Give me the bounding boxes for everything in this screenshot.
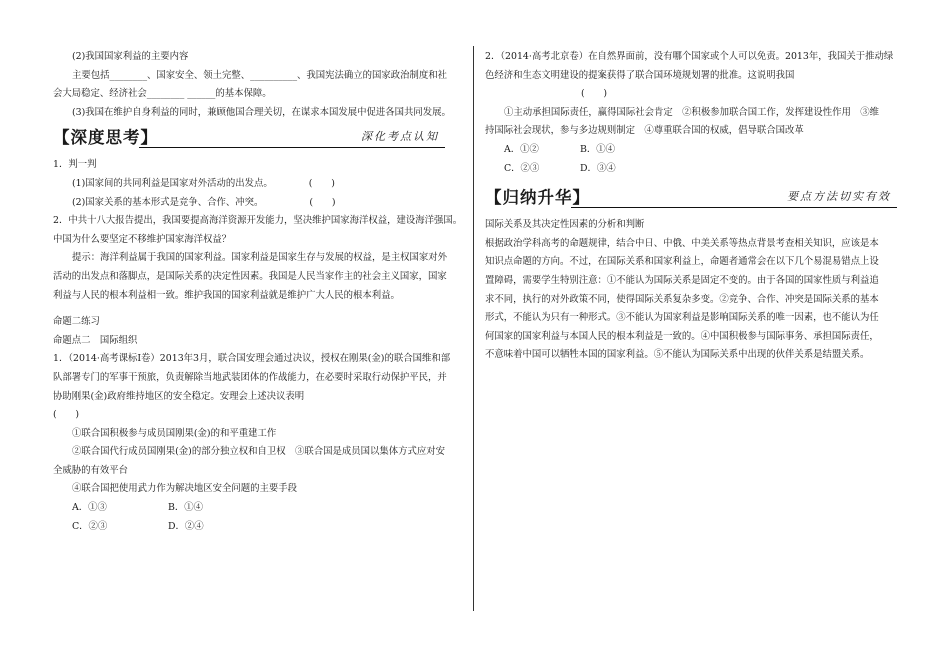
hint-line-3: 利益与人民的根本利益相一致。维护我国的国家利益就是维护广大人民的根本利益。 xyxy=(53,289,400,301)
think-question-2-cont: 中国为什么要坚定不移维护国家海洋权益？ xyxy=(53,233,232,245)
judge-item-2: (2)国家关系的基本形式是竞争、合作、冲突。 ( ) xyxy=(72,196,336,208)
left-column xyxy=(53,48,465,536)
intro-line-4: (3)我国在维护自身利益的同时，兼顾他国合理关切，在谋求本国发展中促进各国共同发展。 xyxy=(72,106,451,118)
section-title: 【深度思考】 xyxy=(53,128,158,148)
practice-heading: 命题二练习 xyxy=(53,316,100,328)
q1-statement-1: ①联合国积极参与成员国刚果(金)的和平重建工作 xyxy=(72,427,277,439)
section-motto: 要点方法切实有效 xyxy=(787,189,891,203)
q2-answer-paren: ( ) xyxy=(581,88,608,100)
q1-line-1: 1．（2014·高考课标Ⅰ卷）2013年3月，联合国安理会通过决议，授权在刚果(金)的联合国维和部 xyxy=(53,353,451,365)
summary-line-6: 何国家的国家利益与本国人民的根本利益是一致的。④中国积极参与国际事务、承担国际责任， xyxy=(485,330,879,342)
intro-line-3: 会大局稳定、经济社会________ ______的基本保障。 xyxy=(53,88,272,100)
q2-line-1: 2．（2014·高考北京卷）在自然界面前，没有哪个国家或个人可以免责。2013年，我国关于推动绿 xyxy=(485,51,894,62)
q1-answer-paren: ( ) xyxy=(53,409,80,421)
q1-statement-2-3: ②联合国代行成员国刚果(金)的部分独立权和自卫权 ③联合国是成员国以集体方式应对安 xyxy=(72,446,445,458)
summary-heading: 国际关系及其决定性因素的分析和判断 xyxy=(485,219,645,231)
q1-options-row-1: A．①③ B．①④ xyxy=(72,502,204,514)
summary-line-4: 求不同，执行的对外政策不同，使得国际关系复杂多变。②竞争、合作、冲突是国际关系的基本 xyxy=(485,293,879,305)
summary-line-7: 不意味着中国可以牺牲本国的国家利益。⑤不能认为国际关系中出现的伙伴关系是结盟关系。 xyxy=(485,349,870,361)
summary-line-1: 根据政治学科高考的命题规律，结合中日、中俄、中美关系等热点背景考查相关知识，应该是本 xyxy=(485,237,879,249)
hint-line-2: 活动的出发点和落脚点，是国际关系的决定性因素。我国是人民当家作主的社会主义国家，国家 xyxy=(53,270,447,282)
column-divider xyxy=(473,46,474,611)
summary-line-3: 置障碍，需要学生特别注意：①不能认为国际关系是固定不变的。由于各国的国家性质与利益追 xyxy=(485,274,879,286)
think-item-title: 1．判一判 xyxy=(53,159,97,171)
q1-line-2: 队部署专门的军事干预旅，负责解除当地武装团体的作战能力，在必要时采取行动保护平民，并 xyxy=(53,371,447,383)
point2-heading: 命题点二 国际组织 xyxy=(53,334,138,346)
q1-line-3: 协助刚果(金)政府维持地区的安全稳定。安理会上述决议表明 xyxy=(53,390,305,402)
section-motto: 深化考点认知 xyxy=(361,129,439,143)
q2-statement-3-4: 持国际社会现状，参与多边规则制定 ④尊重联合国的权威，倡导联合国改革 xyxy=(485,125,804,137)
section-rule xyxy=(139,147,445,148)
q2-options-row-2: C．②③ D．③④ xyxy=(504,162,616,174)
section-rule xyxy=(571,207,897,208)
q1-statement-3-cont: 全威胁的有效平台 xyxy=(53,464,129,476)
hint-line-1: 提示：海洋利益属于我国的国家利益。国家利益是国家生存与发展的权益，是主权国家对外 xyxy=(72,252,448,264)
q2-options-row-1: A．①② B．①④ xyxy=(504,143,616,155)
q1-options-row-2: C．②③ D．②④ xyxy=(72,520,204,532)
intro-line-2: 主要包括________、国家安全、领土完整、__________、我国宪法确立的国家政治制度和社 xyxy=(72,69,448,81)
section-title: 【归纳升华】 xyxy=(485,188,590,208)
section-header-deep-thinking xyxy=(53,128,465,150)
think-question-2: 2．中共十八大报告提出，我国要提高海洋资源开发能力，坚决维护国家海洋权益，建设海洋强国。 xyxy=(53,215,463,227)
right-column xyxy=(485,48,903,365)
section-header-summary xyxy=(485,188,903,210)
q2-line-2: 色经济和生态文明建设的提案获得了联合国环境规划署的批准。这说明我国 xyxy=(485,69,795,81)
q1-statement-4: ④联合国把使用武力作为解决地区安全问题的主要手段 xyxy=(72,483,298,495)
intro-line-1: (2)我国国家利益的主要内容 xyxy=(72,51,189,62)
judge-item-1: (1)国家间的共同利益是国家对外活动的出发点。 ( ) xyxy=(72,177,335,189)
q2-statement-1-3: ①主动承担国际责任，赢得国际社会肯定 ②积极参加联合国工作，发挥建设性作用 ③维 xyxy=(504,106,880,118)
summary-line-5: 形式，不能认为只有一种形式。③不能认为国家利益是影响国际关系的唯一因素，也不能认为任 xyxy=(485,312,879,324)
summary-line-2: 知识点命题的方向。不过，在国际关系和国家利益上，命题者通常会在以下几个易混易错点上设 xyxy=(485,256,879,268)
